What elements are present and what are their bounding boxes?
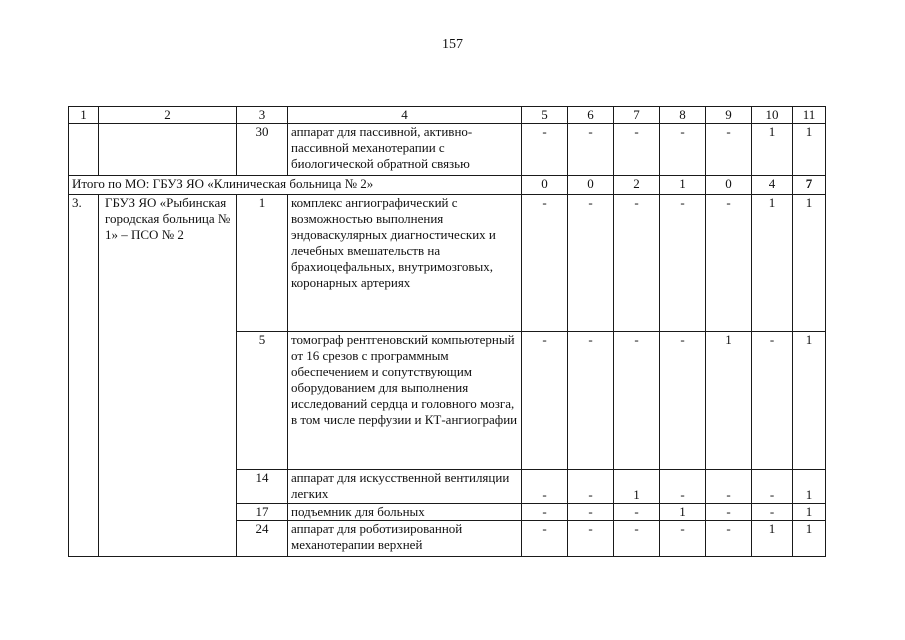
- organization-name: ГБУЗ ЯО «Рыбинская городская больница № 1» – ПСО № 2: [99, 195, 237, 557]
- header-cell: 4: [288, 107, 522, 124]
- value-cell: 1: [793, 470, 826, 504]
- value-cell: -: [706, 195, 752, 332]
- value-cell: -: [568, 332, 614, 470]
- value-cell: 1: [793, 124, 826, 176]
- value-cell: -: [752, 504, 793, 521]
- header-row: [69, 107, 826, 124]
- value-cell: -: [568, 124, 614, 176]
- value-cell: -: [660, 195, 706, 332]
- header-cell: 3: [237, 107, 288, 124]
- value-cell: -: [614, 332, 660, 470]
- equipment-name: аппарат для искусственной вентиляции легких: [288, 470, 522, 504]
- equipment-code: 1: [237, 195, 288, 332]
- value-cell: 1: [706, 332, 752, 470]
- total-value: 0: [522, 176, 568, 195]
- value-cell: 1: [752, 521, 793, 557]
- value-cell: 1: [614, 470, 660, 504]
- value-cell: -: [614, 504, 660, 521]
- value-cell: -: [522, 332, 568, 470]
- header-cell: 5: [522, 107, 568, 124]
- value-cell: 1: [660, 504, 706, 521]
- page-number: 157: [442, 37, 463, 52]
- header-cell: 10: [752, 107, 793, 124]
- row-number-cell: [69, 124, 99, 176]
- value-cell: -: [522, 124, 568, 176]
- value-cell: -: [706, 521, 752, 557]
- equipment-code: 5: [237, 332, 288, 470]
- value-cell: -: [568, 470, 614, 504]
- value-cell: -: [706, 470, 752, 504]
- equipment-name: аппарат для роботизированной механотерапии верхней: [288, 521, 522, 557]
- total-row: [69, 176, 826, 195]
- value-cell: -: [614, 124, 660, 176]
- value-cell: 1: [793, 504, 826, 521]
- value-cell: -: [706, 124, 752, 176]
- value-cell: -: [614, 521, 660, 557]
- value-cell: -: [660, 521, 706, 557]
- equipment-code: 17: [237, 504, 288, 521]
- header-cell: 9: [706, 107, 752, 124]
- table-row: [69, 124, 826, 176]
- value-cell: 1: [752, 124, 793, 176]
- total-value: 0: [568, 176, 614, 195]
- header-cell: 7: [614, 107, 660, 124]
- value-cell: -: [660, 332, 706, 470]
- equipment-table: [68, 106, 826, 557]
- value-cell: -: [522, 470, 568, 504]
- value-cell: -: [752, 470, 793, 504]
- total-value: 7: [793, 176, 826, 195]
- equipment-code: 30: [237, 124, 288, 176]
- equipment-code: 14: [237, 470, 288, 504]
- value-cell: -: [660, 470, 706, 504]
- equipment-name: томограф рентгеновский компьютерный от 16 срезов с программным обеспечением и сопутствующим оборудованием для выполнения исследований сердца и головного мозга, в том числе перфузии и КТ-ангиографии: [288, 332, 522, 470]
- value-cell: -: [568, 504, 614, 521]
- total-label: Итого по МО: ГБУЗ ЯО «Клиническая больница № 2»: [69, 176, 522, 195]
- value-cell: 1: [752, 195, 793, 332]
- header-cell: 8: [660, 107, 706, 124]
- row-number: 3.: [69, 195, 99, 557]
- value-cell: -: [614, 195, 660, 332]
- value-cell: -: [706, 504, 752, 521]
- total-value: 1: [660, 176, 706, 195]
- value-cell: -: [752, 332, 793, 470]
- table-row: [69, 195, 826, 332]
- equipment-name: аппарат для пассивной, активно-пассивной механотерапии с биологической обратной связью: [288, 124, 522, 176]
- equipment-code: 24: [237, 521, 288, 557]
- total-value: 4: [752, 176, 793, 195]
- value-cell: -: [568, 195, 614, 332]
- equipment-name: комплекс ангиографический с возможностью выполнения эндоваскулярных диагностических и лечебных вмешательств на брахиоцефальных, внутримозговых, коронарных артериях: [288, 195, 522, 332]
- value-cell: -: [522, 521, 568, 557]
- value-cell: 1: [793, 195, 826, 332]
- organization-cell: [99, 124, 237, 176]
- header-cell: 11: [793, 107, 826, 124]
- header-cell: 1: [69, 107, 99, 124]
- total-value: 2: [614, 176, 660, 195]
- value-cell: -: [522, 504, 568, 521]
- equipment-name: подъемник для больных: [288, 504, 522, 521]
- header-cell: 2: [99, 107, 237, 124]
- value-cell: 1: [793, 332, 826, 470]
- value-cell: -: [568, 521, 614, 557]
- value-cell: -: [660, 124, 706, 176]
- header-cell: 6: [568, 107, 614, 124]
- total-value: 0: [706, 176, 752, 195]
- value-cell: -: [522, 195, 568, 332]
- value-cell: 1: [793, 521, 826, 557]
